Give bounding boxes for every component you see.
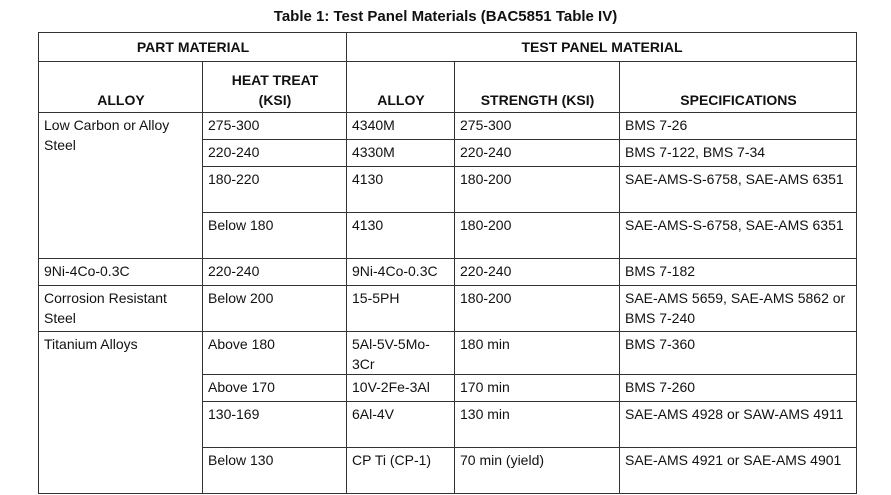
test-alloy-cell: CP Ti (CP-1) xyxy=(347,448,455,494)
heat-treat-cell: 130-169 xyxy=(203,402,347,448)
part-alloy-cell: Titanium Alloys xyxy=(39,332,203,494)
heat-treat-cell: 220-240 xyxy=(203,140,347,167)
heat-treat-cell: Above 170 xyxy=(203,375,347,402)
test-alloy-cell: 4330M xyxy=(347,140,455,167)
test-panel-materials-table xyxy=(38,32,857,494)
test-alloy-cell: 10V-2Fe-3Al xyxy=(347,375,455,402)
specification-cell: SAE-AMS 4921 or SAE-AMS 4901 xyxy=(620,448,857,494)
strength-cell: 180 min xyxy=(455,332,620,375)
strength-cell: 275-300 xyxy=(455,113,620,140)
test-alloy-cell: 9Ni-4Co-0.3C xyxy=(347,259,455,286)
specification-cell: BMS 7-122, BMS 7-34 xyxy=(620,140,857,167)
test-alloy-cell: 4130 xyxy=(347,167,455,213)
test-alloy-cell: 4130 xyxy=(347,213,455,259)
test-alloy-cell: 4340M xyxy=(347,113,455,140)
heat-treat-cell: 220-240 xyxy=(203,259,347,286)
strength-cell: 180-200 xyxy=(455,286,620,332)
test-alloy-cell: 6Al-4V xyxy=(347,402,455,448)
part-alloy-cell: Corrosion Resistant Steel xyxy=(39,286,203,332)
part-alloy-cell: Low Carbon or Alloy Steel xyxy=(39,113,203,259)
specification-cell: BMS 7-260 xyxy=(620,375,857,402)
test-alloy-cell: 15-5PH xyxy=(347,286,455,332)
test-alloy-cell: 5Al-5V-5Mo-3Cr xyxy=(347,332,455,375)
heat-treat-column-header xyxy=(203,62,347,113)
heat-treat-cell: 180-220 xyxy=(203,167,347,213)
heat-treat-unit: (KSI) xyxy=(258,92,292,108)
strength-cell: 180-200 xyxy=(455,213,620,259)
heat-treat-cell: Below 200 xyxy=(203,286,347,332)
heat-treat-cell: Above 180 xyxy=(203,332,347,375)
table-row xyxy=(39,286,857,332)
heat-treat-cell: Below 180 xyxy=(203,213,347,259)
specification-cell: SAE-AMS-S-6758, SAE-AMS 6351 xyxy=(620,167,857,213)
table-body xyxy=(39,113,857,494)
strength-cell: 170 min xyxy=(455,375,620,402)
strength-cell: 220-240 xyxy=(455,259,620,286)
table-row xyxy=(39,259,857,286)
heat-treat-label: HEAT TREAT xyxy=(231,72,319,88)
strength-cell: 220-240 xyxy=(455,140,620,167)
strength-cell: 180-200 xyxy=(455,167,620,213)
table-row xyxy=(39,332,857,375)
strength-cell: 70 min (yield) xyxy=(455,448,620,494)
specification-cell: SAE-AMS 4928 or SAW-AMS 4911 xyxy=(620,402,857,448)
test-panel-material-header: TEST PANEL MATERIAL xyxy=(347,33,857,62)
specifications-column-header: SPECIFICATIONS xyxy=(620,62,857,113)
heat-treat-cell: 275-300 xyxy=(203,113,347,140)
table-row xyxy=(39,113,857,140)
specification-cell: BMS 7-26 xyxy=(620,113,857,140)
part-alloy-cell: 9Ni-4Co-0.3C xyxy=(39,259,203,286)
heat-treat-cell: Below 130 xyxy=(203,448,347,494)
table-caption: Table 1: Test Panel Materials (BAC5851 Table IV) xyxy=(273,8,618,25)
alloy-column-header: ALLOY xyxy=(39,62,203,113)
specification-cell: BMS 7-182 xyxy=(620,259,857,286)
specification-cell: BMS 7-360 xyxy=(620,332,857,375)
strength-cell: 130 min xyxy=(455,402,620,448)
specification-cell: SAE-AMS-S-6758, SAE-AMS 6351 xyxy=(620,213,857,259)
part-material-header: PART MATERIAL xyxy=(39,33,347,62)
test-alloy-column-header: ALLOY xyxy=(347,62,455,113)
specification-cell: SAE-AMS 5659, SAE-AMS 5862 or BMS 7-240 xyxy=(620,286,857,332)
strength-column-header: STRENGTH (KSI) xyxy=(455,62,620,113)
